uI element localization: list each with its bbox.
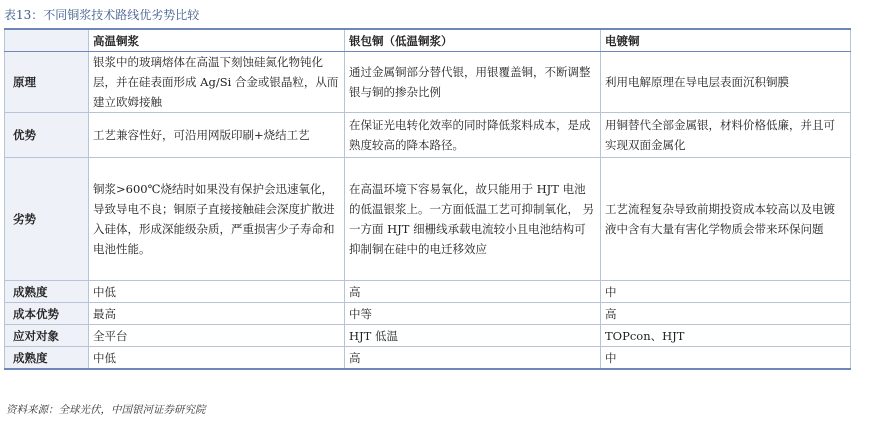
row-label: 优势 bbox=[5, 113, 89, 158]
table-row-advantage bbox=[5, 113, 851, 158]
header-row bbox=[5, 29, 851, 52]
table-cell: 在保证光电转化效率的同时降低浆料成本，是成熟度较高的降本路径。 bbox=[345, 113, 601, 158]
table-row-disadvantage bbox=[5, 158, 851, 281]
table-row-maturity bbox=[5, 281, 851, 303]
col-header-electroplating: 电镀铜 bbox=[601, 29, 851, 52]
table-caption: 表13：不同铜浆技术路线优劣势比较 bbox=[4, 8, 200, 22]
table-cell: 最高 bbox=[89, 303, 345, 325]
comparison-table bbox=[4, 28, 851, 370]
table-cell: 银浆中的玻璃熔体在高温下刻蚀硅氮化物钝化层，并在硅表面形成 Ag/Si 合金或银晶粒，从而建立欧姆接触 bbox=[89, 52, 345, 113]
table-cell: 中 bbox=[601, 347, 851, 370]
table-cell: 全平台 bbox=[89, 325, 345, 347]
table-cell: 在高温环境下容易氧化，故只能用于 HJT 电池的低温银浆上。一方面低温工艺可抑制氧化， 另一方面 HJT 细栅线承载电流较小且电池结构可抑制铜在硅中的电迁移效应 bbox=[345, 158, 601, 281]
col-header-high-temp: 高温铜浆 bbox=[89, 29, 345, 52]
row-label: 成熟度 bbox=[5, 281, 89, 303]
table-cell: HJT 低温 bbox=[345, 325, 601, 347]
row-label: 成熟度 bbox=[5, 347, 89, 370]
table-cell: 中低 bbox=[89, 347, 345, 370]
col-header-silver-coated: 银包铜（低温铜浆） bbox=[345, 29, 601, 52]
row-label: 原理 bbox=[5, 52, 89, 113]
source-note: 资料来源：全球光伏，中国银河证券研究院 bbox=[6, 404, 206, 416]
table-row-target bbox=[5, 325, 851, 347]
table-cell: TOPcon、HJT bbox=[601, 325, 851, 347]
row-label: 劣势 bbox=[5, 158, 89, 281]
table-cell: 工艺兼容性好，可沿用网版印刷+烧结工艺 bbox=[89, 113, 345, 158]
table-cell: 中 bbox=[601, 281, 851, 303]
table-row-cost-advantage bbox=[5, 303, 851, 325]
table-cell: 中等 bbox=[345, 303, 601, 325]
table-cell: 通过金属铜部分替代银，用银覆盖铜，不断调整银与铜的掺杂比例 bbox=[345, 52, 601, 113]
table-cell: 工艺流程复杂导致前期投资成本较高以及电镀液中含有大量有害化学物质会带来环保问题 bbox=[601, 158, 851, 281]
row-label: 应对对象 bbox=[5, 325, 89, 347]
table-row-principle bbox=[5, 52, 851, 113]
corner-cell bbox=[5, 29, 89, 52]
table-cell: 高 bbox=[345, 281, 601, 303]
table-cell: 中低 bbox=[89, 281, 345, 303]
table-row-maturity-2 bbox=[5, 347, 851, 370]
table-cell: 高 bbox=[601, 303, 851, 325]
table-cell: 利用电解原理在导电层表面沉积铜膜 bbox=[601, 52, 851, 113]
table-cell: 铜浆>600℃烧结时如果没有保护会迅速氧化，导致导电不良；铜原子直接接触硅会深度扩散进入硅体，形成深能级杂质，严重损害少子寿命和电池性能。 bbox=[89, 158, 345, 281]
table-cell: 用铜替代全部金属银，材料价格低廉，并且可实现双面金属化 bbox=[601, 113, 851, 158]
row-label: 成本优势 bbox=[5, 303, 89, 325]
table-cell: 高 bbox=[345, 347, 601, 370]
